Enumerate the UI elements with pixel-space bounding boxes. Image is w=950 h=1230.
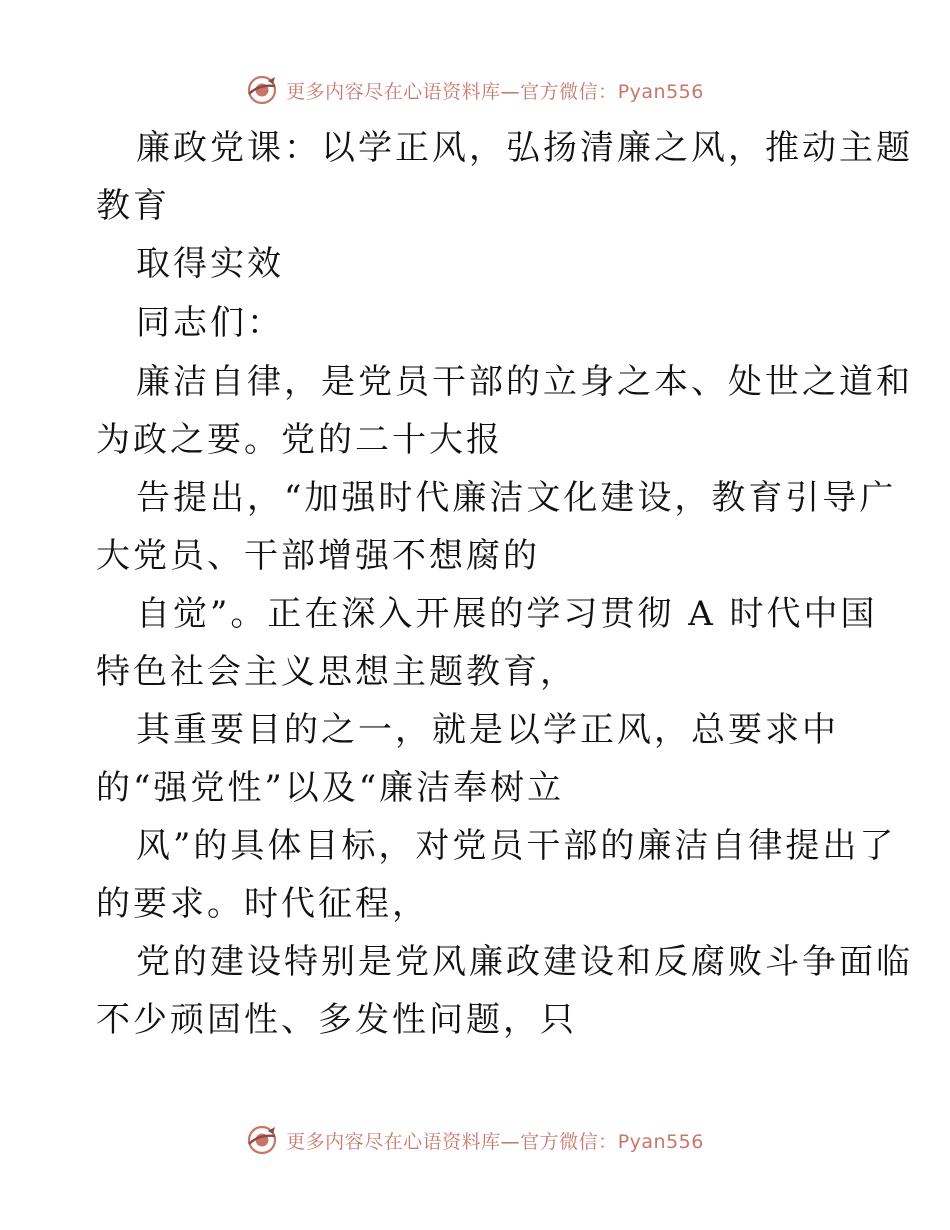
watermark-dash: — bbox=[500, 1130, 521, 1153]
header-watermark bbox=[0, 72, 950, 108]
doc-paragraph-line: 廉洁自律，是党员干部的立身之本、处世之道和 bbox=[136, 362, 913, 402]
doc-title-line-3: 取得实效 bbox=[136, 244, 284, 284]
doc-paragraph-line: 自觉”。正在深入开展的学习贯彻 A 时代中国 bbox=[136, 594, 878, 634]
doc-paragraph-line: 告提出，“加强时代廉洁文化建设，教育引导广 bbox=[136, 478, 897, 518]
brand-logo-icon bbox=[246, 74, 278, 106]
doc-paragraph-line: 的要求。时代征程， bbox=[96, 884, 429, 924]
watermark-text bbox=[286, 1127, 704, 1154]
doc-paragraph-line: 其重要目的之一，就是以学正风，总要求中 bbox=[136, 710, 839, 750]
doc-paragraph-line: 不少顽固性、多发性问题，只 bbox=[96, 1000, 577, 1040]
brand-logo-icon bbox=[246, 1124, 278, 1156]
doc-paragraph-line: 为政之要。党的二十大报 bbox=[96, 420, 503, 460]
watermark-wechat-label: 官方微信： bbox=[520, 1130, 618, 1153]
watermark-text bbox=[286, 77, 704, 104]
doc-title-line-2: 教育 bbox=[96, 186, 170, 226]
doc-paragraph-line: 特色社会主义思想主题教育， bbox=[96, 652, 577, 692]
footer-watermark bbox=[0, 1122, 950, 1158]
watermark-main: 更多内容尽在心语资料库 bbox=[286, 80, 501, 103]
doc-salutation: 同志们： bbox=[136, 303, 284, 343]
doc-paragraph-line: 的“强党性”以及“廉洁奉树立 bbox=[96, 768, 565, 808]
doc-title-line-1: 廉政党课：以学正风，弘扬清廉之风，推动主题 bbox=[136, 128, 913, 168]
watermark-wechat-label: 官方微信： bbox=[520, 80, 618, 103]
doc-paragraph-line: 风”的具体目标，对党员干部的廉洁自律提出了 bbox=[136, 826, 897, 866]
watermark-dash: — bbox=[500, 80, 521, 103]
watermark-wechat-id: Pyan556 bbox=[617, 80, 704, 103]
watermark-main: 更多内容尽在心语资料库 bbox=[286, 1130, 501, 1153]
doc-paragraph-line: 大党员、干部增强不想腐的 bbox=[96, 536, 540, 576]
watermark-wechat-id: Pyan556 bbox=[617, 1130, 704, 1153]
doc-paragraph-line: 党的建设特别是党风廉政建设和反腐败斗争面临 bbox=[136, 942, 913, 982]
